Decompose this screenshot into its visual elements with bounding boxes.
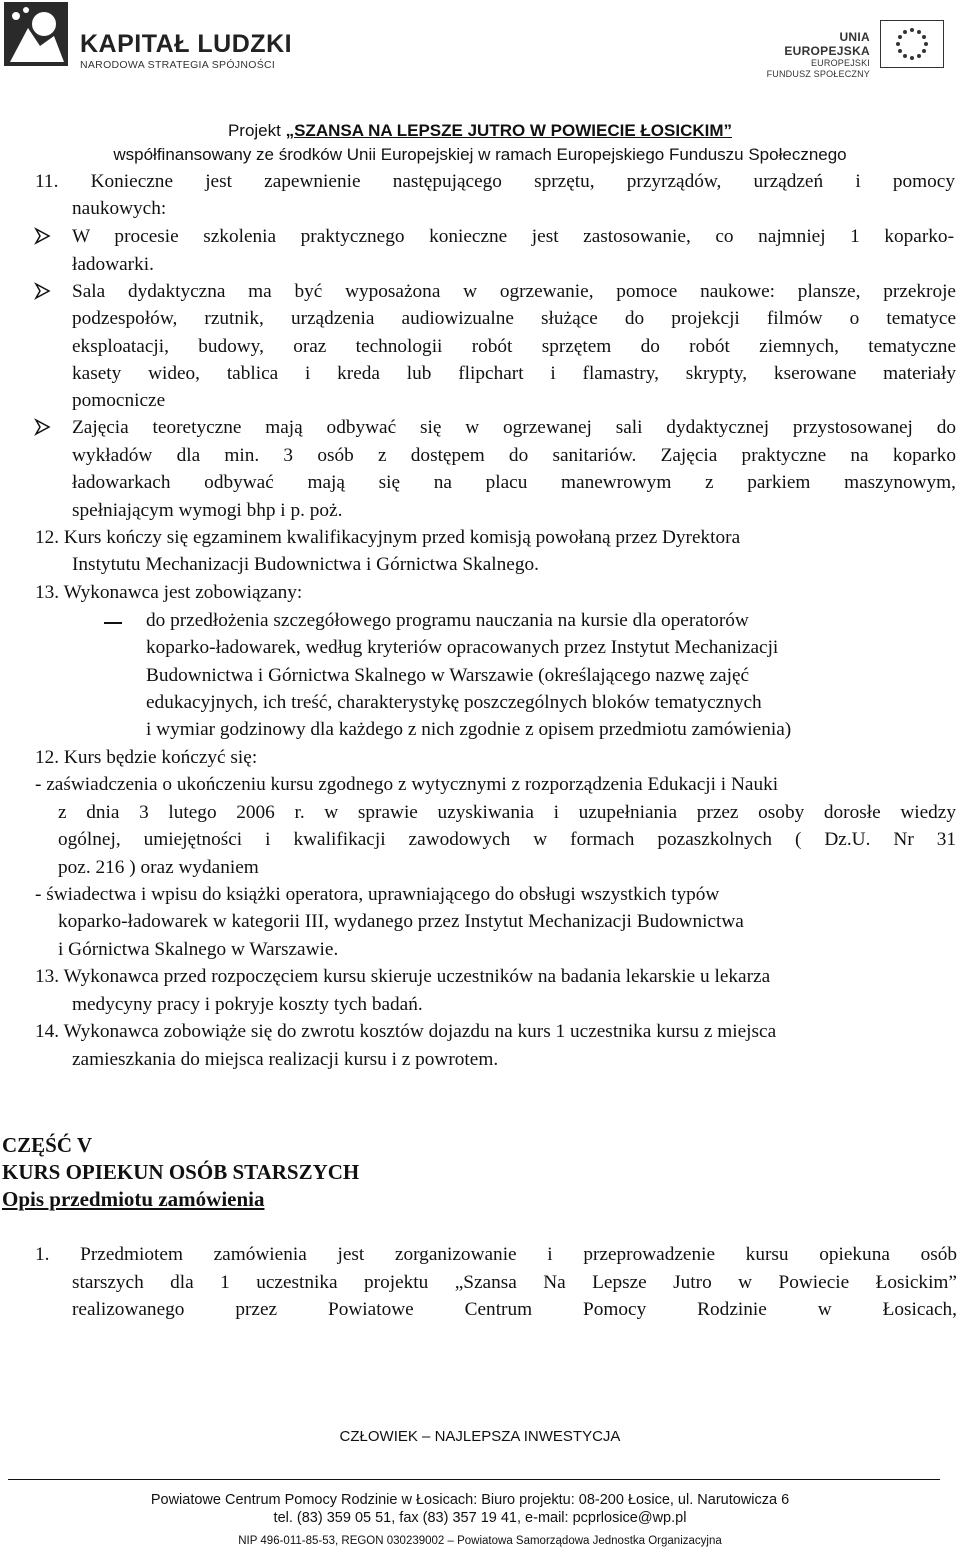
item-13-line-1: 13. Wykonawca jest zobowiązany: [35,582,303,603]
item-12-line-2: Instytutu Mechanizacji Budownictwa i Górnictwa Skalnego. [72,554,539,575]
item-13-dash-line-4: edukacyjnych, ich treść, charakterystykę poszczególnych bloków tematycznych [146,692,762,713]
part5-item-1-line-2: starszych dla 1 uczestnika projektu „Szansa Na Lepsze Jutro w Powiecie Łosickim” [72,1272,957,1293]
section-part-heading: CZĘŚĆ V [2,1133,93,1157]
item-13b-line-1: 13. Wykonawca przed rozpoczęciem kursu skieruje uczestników na badania lekarskie u lekarza [35,966,771,987]
arrow-bullet-icon [34,282,52,300]
bullet-3-line-3: ładowarkach odbywać mają się na placu manewrowym z parkiem maszynowym, [72,472,956,493]
footer-registry: NIP 496-011-85-53, REGON 030239002 – Powiatowa Samorządowa Jednostka Organizacyjna [238,1535,722,1547]
certificate-line-4: poz. 216 ) oraz wydaniem [58,857,259,878]
certificate-line-2: z dnia 3 lutego 2006 r. w sprawie uzyskiwania i uzupełniania przez osoby dorosłe wiedzy [58,802,956,823]
bullet-1-line-1: W procesie szkolenia praktycznego konieczne jest zastosowanie, co najmniej 1 koparko- [72,226,954,247]
section-description-heading: Opis przedmiotu zamówienia [2,1187,265,1211]
footer-contact: tel. (83) 359 05 51, fax (83) 357 19 41, e-mail: pcprlosice@wp.pl [273,1510,687,1526]
item-11-line-1: 11. Konieczne jest zapewnienie następującego sprzętu, przyrządów, urządzeń i pomocy [35,171,955,192]
item-12b-line-1: 12. Kurs będzie kończyć się: [35,747,258,768]
item-11-line-2: naukowych: [72,198,167,219]
bullet-2-line-3: eksploatacji, budowy, oraz technologii robót sprzętem do robót ziemnych, tematyczne [72,336,956,357]
bullet-3-line-2: wykładów dla min. 3 osób z dostępem do sanitariów. Zajęcia praktyczne na koparko [72,445,956,466]
item-13-dash-line-5: i wymiar godzinowy dla każdego z nich zgodnie z opisem przedmiotu zamówienia) [146,719,792,740]
bullet-3-line-4: spełniającym wymogi bhp i p. poż. [72,500,343,521]
item-13-dash-line-1: do przedłożenia szczegółowego programu nauczania na kursie dla operatorów [146,610,749,631]
bullet-2-line-5: pomocnicze [72,390,166,411]
footer-address: Powiatowe Centrum Pomocy Rodzinie w Łosicach: Biuro projektu: 08-200 Łosice, ul. Narutowicza 6 [150,1492,790,1508]
project-prefix: Projekt [227,121,286,140]
eu-flag-icon [880,20,944,68]
operator-book-line-3: i Górnictwa Skalnego w Warszawie. [58,939,339,960]
bullet-1-line-2: ładowarki. [72,254,154,275]
certificate-line-1: - zaświadczenia o ukończeniu kursu zgodnego z wytycznymi z rozporządzenia Edukacji i Nauki [35,774,779,795]
arrow-bullet-icon [34,418,52,436]
item-14-line-1: 14. Wykonawca zobowiąże się do zwrotu kosztów dojazdu na kurs 1 uczestnika kursu z miejsca [35,1021,777,1042]
arrow-bullet-icon [34,227,52,245]
project-name: „SZANSA NA LEPSZE JUTRO W POWIECIE ŁOSICKIM” [285,121,733,140]
project-title-line [0,121,960,141]
dash-bullet [104,622,122,624]
kapital-ludzki-logo-subtitle: NARODOWA STRATEGIA SPÓJNOŚCI [80,59,276,71]
eu-logo-text [752,30,870,80]
eu-logo-line-2: EUROPEJSKI [810,58,870,68]
section-course-heading: KURS OPIEKUN OSÓB STARSZYCH [2,1160,360,1184]
certificate-line-3: ogólnej, umiejętności i kwalifikacji zawodowych w formach pozaszkolnych ( Dz.U. Nr 31 [58,829,956,850]
kapital-ludzki-logo-title: KAPITAŁ LUDZKI [80,30,293,58]
item-13-dash-line-2: koparko-ładowarek, według kryteriów opracowanych przez Instytut Mechanizacji [146,637,779,658]
kapital-ludzki-logo-icon [4,2,68,66]
item-13-dash-line-3: Budownictwa i Górnictwa Skalnego w Warszawie (określającego nazwę zajęć [146,665,750,686]
item-14-line-2: zamieszkania do miejsca realizacji kursu i z powrotem. [72,1049,499,1070]
bullet-2-line-2: podzespołów, rzutnik, urządzenia audiowizualne służące do projekcji filmów o tematyce [72,308,956,329]
item-13b-line-2: medycyny pracy i pokryje koszty tych badań. [72,994,423,1015]
eu-logo-line-3: FUNDUSZ SPOŁECZNY [766,69,870,79]
footer-divider [8,1479,940,1480]
bullet-3-line-1: Zajęcia teoretyczne mają odbywać się w ogrzewanej sali dydaktycznej przystosowanej do [72,417,956,438]
operator-book-line-2: koparko-ładowarek w kategorii III, wydanego przez Instytut Mechanizacji Budownictwa [58,911,744,932]
bullet-2-line-4: kasety wideo, tablica i kreda lub flipchart i flamastry, skrypty, kserowane materiały [72,363,956,384]
part5-item-1-line-1: 1. Przedmiotem zamówienia jest zorganizowanie i przeprowadzenie kursu opiekuna osób [35,1244,957,1265]
cofinancing-line: współfinansowany ze środków Unii Europejskiej w ramach Europejskiego Funduszu Społecznego [113,145,847,164]
part5-item-1-line-3: realizowanego przez Powiatowe Centrum Pomocy Rodzinie w Łosicach, [72,1299,957,1320]
eu-logo-line-1: UNIA EUROPEJSKA [784,30,870,58]
operator-book-line-1: - świadectwa i wpisu do książki operatora, uprawniającego do obsługi wszystkich typów [35,884,720,905]
bullet-2-line-1: Sala dydaktyczna ma być wyposażona w ogrzewanie, pomoce naukowe: plansze, przekroje [72,281,956,302]
item-12-line-1: 12. Kurs kończy się egzaminem kwalifikacyjnym przed komisją powołaną przez Dyrektora [35,527,741,548]
footer-motto: CZŁOWIEK – NAJLEPSZA INWESTYCJA [339,1428,621,1445]
